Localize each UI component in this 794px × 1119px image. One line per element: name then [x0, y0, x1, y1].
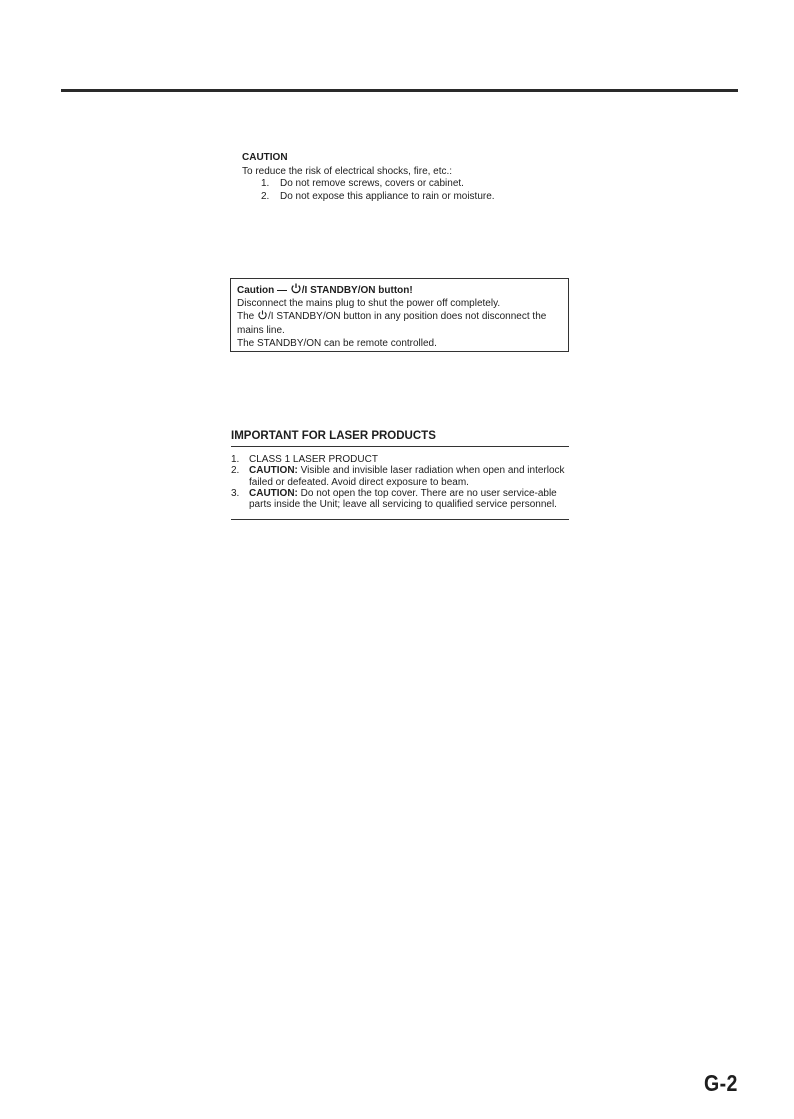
standby-caution-box	[230, 278, 569, 352]
caution-item-text: Do not expose this appliance to rain or moisture.	[280, 190, 495, 202]
standby-line-2-suffix: /I STANDBY/ON button in any position does not disconnect the mains line.	[237, 311, 547, 336]
caution-item-text: Do not remove screws, covers or cabinet.	[280, 178, 464, 189]
standby-line-3: The STANDBY/ON can be remote controlled.	[237, 337, 437, 349]
laser-item-text: Do not open the top cover. There are no user service-able parts inside the Unit; leave all servicing to qualified service personnel.	[249, 487, 557, 511]
caution-list	[242, 178, 582, 203]
laser-item-label: CAUTION:	[249, 465, 298, 477]
caution-section	[242, 152, 582, 203]
power-standby-icon	[290, 283, 302, 294]
laser-item-label: CAUTION:	[249, 487, 298, 499]
page-number: G-2	[704, 1070, 738, 1096]
power-standby-icon	[257, 310, 268, 320]
caution-title: CAUTION	[242, 152, 288, 163]
laser-item-text: Visible and invisible laser radiation when open and interlock failed or defeated. Avoid direct exposure to beam.	[249, 465, 565, 488]
laser-item	[231, 454, 569, 465]
caution-item-number: 1.	[261, 178, 270, 189]
laser-item-number: 2.	[231, 465, 240, 477]
standby-caution-title	[237, 283, 562, 297]
caution-item	[242, 191, 582, 204]
caution-item	[242, 178, 582, 191]
top-rule	[61, 89, 738, 92]
laser-title: IMPORTANT FOR LASER PRODUCTS	[231, 429, 569, 447]
standby-title-suffix: /I STANDBY/ON button!	[301, 285, 413, 296]
standby-line-1: Disconnect the mains plug to shut the power off completely.	[237, 298, 501, 310]
caution-item-number: 2.	[261, 190, 270, 202]
standby-line-2-prefix: The	[237, 311, 255, 323]
caution-intro: To reduce the risk of electrical shocks, fire, etc.:	[242, 165, 453, 177]
laser-section	[231, 429, 569, 520]
laser-list	[231, 454, 569, 520]
standby-line-2	[237, 310, 562, 336]
laser-item-text: CLASS 1 LASER PRODUCT	[249, 454, 378, 465]
laser-item-number: 1.	[231, 454, 240, 465]
laser-item	[231, 465, 569, 488]
standby-title-prefix: Caution —	[237, 285, 287, 296]
laser-item	[231, 488, 569, 511]
laser-item-number: 3.	[231, 487, 240, 499]
